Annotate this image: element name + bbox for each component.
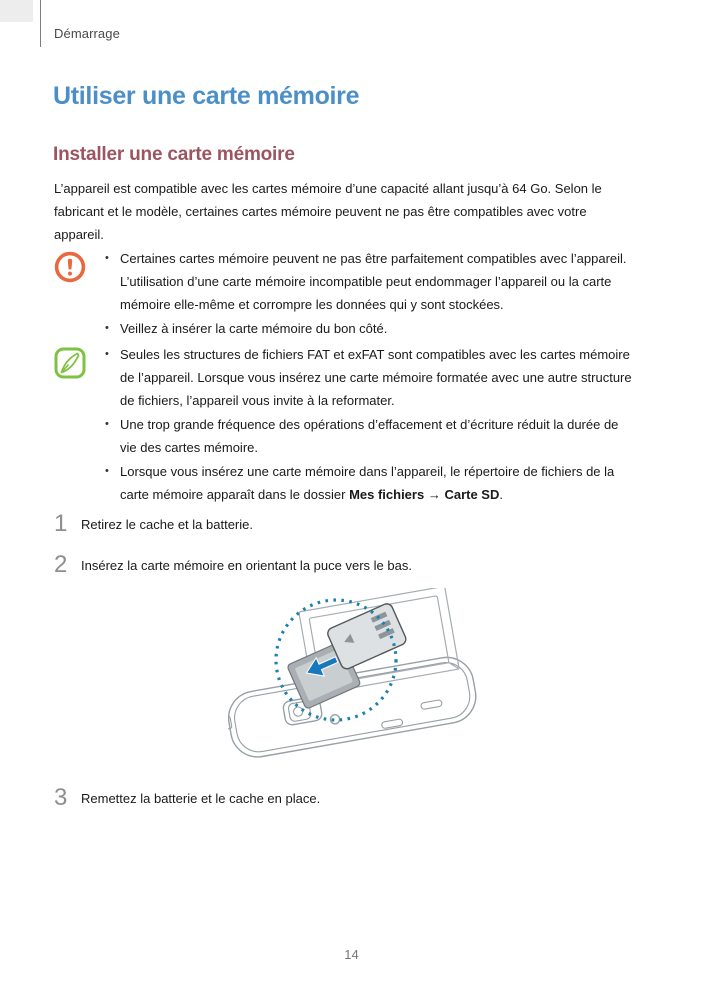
bullet-icon: • xyxy=(105,465,109,477)
breadcrumb: Démarrage xyxy=(54,26,120,41)
step-text: Insérez la carte mémoire en orientant la puce vers le bas. xyxy=(81,558,412,573)
note-callout xyxy=(54,343,633,507)
arrow-separator: → xyxy=(424,487,445,502)
step-number: 1 xyxy=(54,510,68,537)
bullet-icon: • xyxy=(105,348,109,360)
list-item xyxy=(101,460,633,506)
step-row xyxy=(54,785,320,811)
step-number: 2 xyxy=(54,551,68,578)
intro-paragraph: L’appareil est compatible avec les cartes mémoire d’une capacité allant jusqu’à 64 Go. Selon le fabricant et le modèle, certaines cartes mémoire peuvent ne pas être compatibles avec votre appareil. xyxy=(54,181,602,242)
bold-folder-name: Mes fichiers xyxy=(349,487,425,502)
note-item-text-post: . xyxy=(499,487,503,502)
step-text: Retirez le cache et la batterie. xyxy=(81,517,253,532)
step-row xyxy=(54,552,412,578)
step-row xyxy=(54,511,253,537)
bold-folder-name: Carte SD xyxy=(444,487,500,502)
warning-list xyxy=(101,247,633,341)
corner-block xyxy=(0,0,33,22)
list-item xyxy=(101,317,633,340)
bullet-icon: • xyxy=(105,418,109,430)
note-item-text: Une trop grande fréquence des opérations d’effacement et d’écriture réduit la durée de vie des cartes mémoire. xyxy=(120,417,619,455)
step-number: 3 xyxy=(54,784,68,811)
note-item-text xyxy=(120,464,614,502)
page-number: 14 xyxy=(344,947,359,962)
section-heading: Installer une carte mémoire xyxy=(53,144,295,165)
note-list xyxy=(101,343,633,507)
warning-item-text: Veillez à insérer la carte mémoire du bon côté. xyxy=(120,321,388,336)
bullet-icon: • xyxy=(105,252,109,264)
phone-memory-card-illustration xyxy=(228,588,478,773)
note-item-text: Seules les structures de fichiers FAT et exFAT sont compatibles avec les cartes mémoire de l’appareil. Lorsque vous insérez une carte mémoire formatée avec une autre structure de fichiers, l’appareil vous invite à la reformater. xyxy=(120,347,632,408)
header-rule xyxy=(40,0,41,47)
list-item xyxy=(101,413,633,459)
list-item xyxy=(101,343,633,412)
warning-exclamation-icon xyxy=(54,251,86,283)
list-item xyxy=(101,247,633,316)
page-footer xyxy=(0,946,703,964)
note-pencil-icon xyxy=(54,347,86,379)
page-title: Utiliser une carte mémoire xyxy=(53,82,360,110)
bullet-icon: • xyxy=(105,322,109,334)
step-text: Remettez la batterie et le cache en place. xyxy=(81,791,321,806)
note-item-text-pre: Lorsque vous insérez une carte mémoire dans l’appareil, le répertoire de fichiers de la carte mémoire apparaît dans le dossier xyxy=(120,464,615,502)
warning-item-text: Certaines cartes mémoire peuvent ne pas être parfaitement compatibles avec l’appareil. L’utilisation d’une carte mémoire incompatible peut endommager l’appareil ou la carte mémoire elle-même et corrompre les données qui y sont stockées. xyxy=(120,251,627,312)
warning-callout xyxy=(54,247,633,341)
